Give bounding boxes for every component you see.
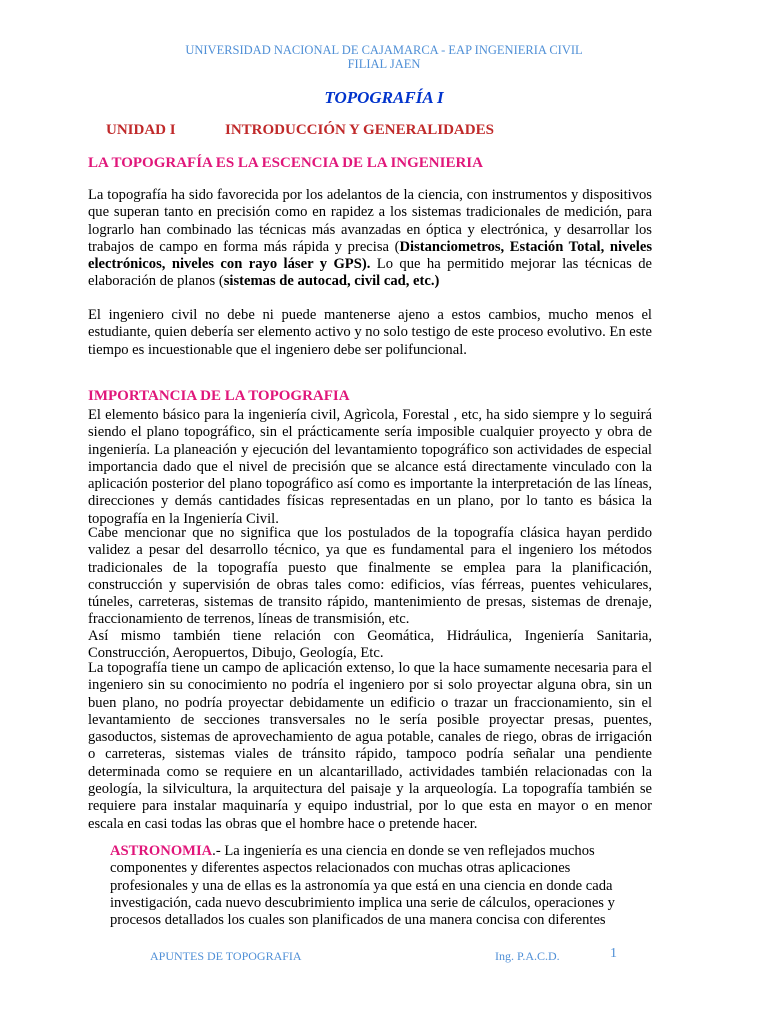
unit-title: INTRODUCCIÓN Y GENERALIDADES	[225, 122, 494, 138]
document-title: TOPOGRAFÍA I	[324, 88, 444, 107]
astronomy-heading: ASTRONOMIA	[110, 843, 213, 859]
paragraph-astronomy	[110, 843, 644, 929]
astronomy-text: .- La ingeniería es una ciencia en donde se ven reflejados muchos componentes y diferentes aspectos relacionados con muchas otras aplicaciones profesionales y una de ellas es la astronomía ya que está en una ciencia en donde cada investigación, cada nuevo descubrimiento implica una serie de cálculos, operaciones y procesos detallados los cuales son planificados de una manera concisa con diferentes	[110, 843, 615, 929]
unit-label: UNIDAD I	[106, 122, 176, 138]
section-heading-importancia: IMPORTANCIA DE LA TOPOGRAFIA	[88, 388, 350, 404]
paragraph-importance: El elemento básico para la ingeniería civil, Agrìcola, Forestal , etc, ha sido siempre y lo seguirá siendo el plano topográfico, sin el prácticamente sería imposible cualquier proyecto y obra de ingeniería. La planeación y ejecución del levantamiento topográfico son actividades de especial importancia dado que el nivel de precisión que se alcance está directamente vinculado con la aplicación posterior del plano topográfico así como es importante la interpretación de las líneas, direcciones y demás cantidades físicas representadas en un plano, por lo tanto es básica la topografía en la Ingeniería Civil.	[88, 407, 652, 527]
paragraph-intro-text-a: La topografía ha sido favorecida por los adelantos de la ciencia, con instrumentos y dispositivos que superan tanto en precisión como en rapidez a los sistemas tradicionales de medición, para lograrlo han combinado las técnicas más avanzadas en óptica y electrónica, y desarrollar los trabajos de campo en forma más rápida y precisa (	[88, 187, 652, 255]
page-number: 1	[610, 946, 617, 961]
footer-author: Ing. P.A.C.D.	[495, 949, 560, 963]
paragraph-intro-text-c: Lo que ha permitido mejorar las técnicas de elaboración de planos (	[88, 256, 652, 290]
paragraph-related-fields: Así mismo también tiene relación con Geomática, Hidráulica, Ingeniería Sanitaria, Construcción, Aeropuertos, Dibujo, Geología, Etc.	[88, 628, 652, 662]
paragraph-civil-engineer: El ingeniero civil no debe ni puede mantenerse ajeno a estos cambios, mucho menos el estudiante, quien debería ser elemento activo y no solo testigo de este proceso evolutivo. En este tiempo es incuestionable que el ingeniero debe ser polifuncional.	[88, 307, 652, 358]
paragraph-intro-bold-software: sistemas de autocad, civil cad, etc.)	[223, 273, 440, 290]
section-heading-escencia: LA TOPOGRAFÍA ES LA ESCENCIA DE LA INGENIERIA	[88, 155, 483, 171]
paragraph-intro	[88, 187, 652, 291]
paragraph-applications: La topografía tiene un campo de aplicación extenso, lo que la hace sumamente necesaria para el ingeniero sin su conocimiento no podría el ingeniero por si solo proyectar alguna obra, sin un buen plano, no podría proyectar debidamente un edificio o trazar un fraccionamiento, sin el levantamiento de secciones transversales no le sería posible proyectar presas, puentes, gasoductos, sistemas de aprovechamiento de agua potable, canales de riego, obras de irrigación o carreteras, sistemas viales de tránsito rápido, tampoco podría señalar una pendiente determinada como se requiere en un alcantarillado, actividades también relacionadas con la geología, la silvicultura, la arquitectura del paisaje y la arqueología. La topografía también se requiere para instalar maquinaría y equipo industrial, por lo que esta en mayor o en menor escala en casi todas las obras que el hombre hace o pretende hacer.	[88, 660, 652, 832]
header-university: UNIVERSIDAD NACIONAL DE CAJAMARCA - EAP INGENIERIA CIVIL	[185, 43, 583, 57]
paragraph-intro-bold-instruments: Distanciometros, Estación Total, niveles electrónicos, niveles con rayo láser y GPS).	[88, 238, 652, 273]
footer-title: APUNTES DE TOPOGRAFIA	[150, 949, 302, 963]
paragraph-classic-methods: Cabe mencionar que no significa que los postulados de la topografía clásica hayan perdido validez a pesar del desarrollo técnico, ya que es fundamental para el ingeniero los métodos tradicionales de la topografía puesto que finalmente se emplea para la planificación, construcción y supervisión de obras tales como: edificios, vías férreas, puentes vehiculares, túneles, carreteras, sistemas de transito rápido, mantenimiento de presas, sistemas de drenaje, fraccionamiento de terrenos, líneas de transmisión, etc.	[88, 525, 652, 628]
header-campus: FILIAL JAEN	[347, 57, 421, 71]
